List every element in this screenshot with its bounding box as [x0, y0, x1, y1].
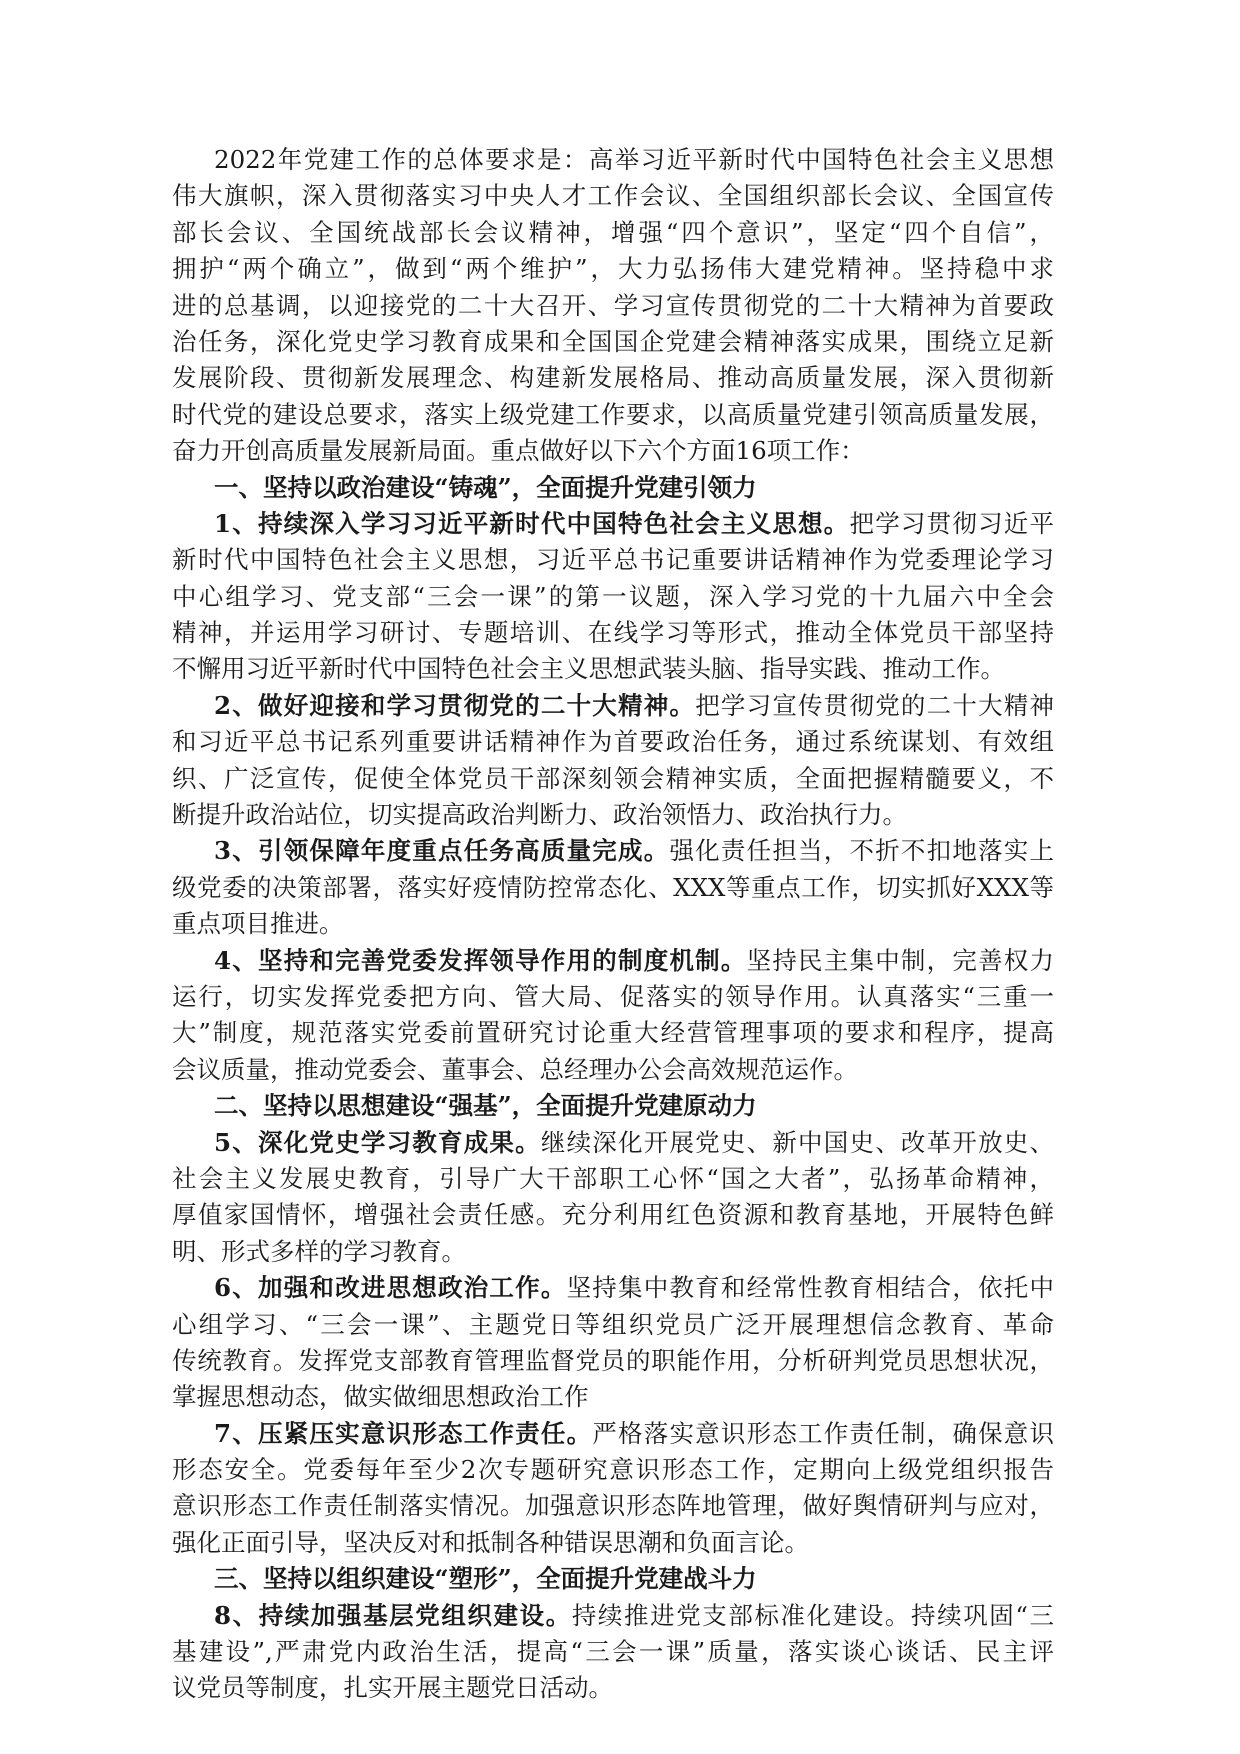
text-line — [172, 1343, 1054, 1379]
text-line — [172, 215, 1054, 251]
line-text: 织、广泛宣传，促使全体党员干部深刻领会精神实质，全面把握精髓要义，不 — [172, 763, 1054, 793]
line-text: 继续深化开展党史、新中国史、改革开放史、 — [540, 1127, 1055, 1157]
line-text: 进的总基调，以迎接党的二十大召开、学习宣传贯彻党的二十大精神为首要政 — [172, 290, 1054, 320]
line-text: 和习近平总书记系列重要讲话精神作为首要政治任务，通过系统谋划、有效组 — [172, 727, 1054, 757]
text-line — [172, 797, 1054, 833]
text-line — [172, 1525, 1054, 1561]
numbered-item-paragraph — [172, 833, 1054, 942]
line-text: 厚值家国情怀，增强社会责任感。充分利用红色资源和教育基地，开展特色鲜 — [172, 1200, 1054, 1230]
line-text: 坚持集中教育和经常性教育相结合，依托中 — [566, 1273, 1055, 1303]
numbered-item-paragraph — [172, 688, 1054, 834]
text-line — [172, 651, 1054, 687]
text-line — [172, 178, 1054, 214]
line-text: 把学习宣传贯彻党的二十大精神 — [695, 690, 1055, 720]
line-text: 意识形态工作责任制落实情况。加强意识形态阵地管理，做好舆情研判与应对， — [172, 1491, 1054, 1521]
line-text: 级党委的决策部署，落实好疫情防控常态化、XXX等重点工作，切实抓好XXX等 — [172, 872, 1054, 902]
item-title: 6、加强和改进思想政治工作。 — [214, 1273, 567, 1303]
text-line — [172, 1307, 1054, 1343]
intro-paragraph — [172, 142, 1054, 470]
line-text: 二、坚持以思想建设“强基”，全面提升党建原动力 — [214, 1091, 757, 1121]
text-line — [172, 1416, 1054, 1452]
line-text: 严格落实意识形态工作责任制，确保意识 — [592, 1418, 1055, 1448]
text-line — [172, 433, 1054, 469]
line-text: 强化责任担当，不折不扣地落实上 — [669, 836, 1055, 866]
text-line — [172, 360, 1054, 396]
line-text: 运行，切实发挥党委把方向、管大局、促落实的领导作用。认真落实“三重一 — [172, 981, 1054, 1011]
text-line — [172, 1234, 1054, 1270]
text-line — [172, 724, 1054, 760]
numbered-item-paragraph — [172, 506, 1054, 688]
text-line — [172, 506, 1054, 542]
line-text: 社会主义发展史教育，引导广大干部职工心怀“国之大者”，弘扬革命精神， — [172, 1163, 1054, 1193]
text-line — [172, 870, 1054, 906]
numbered-item-paragraph — [172, 1125, 1054, 1271]
text-line — [172, 1452, 1054, 1488]
line-text: 拥护“两个确立”，做到“两个维护”，大力弘扬伟大建党精神。坚持稳中求 — [172, 254, 1054, 284]
text-line — [172, 1488, 1054, 1524]
section-heading — [172, 470, 1054, 506]
text-line — [172, 1598, 1054, 1634]
text-line — [172, 1088, 1054, 1124]
text-line — [172, 979, 1054, 1015]
line-text: 基建设”,严肃党内政治生活，提高“三会一课”质量，落实谈心谈话、民主评 — [172, 1637, 1054, 1667]
item-title: 2、做好迎接和学习贯彻党的二十大精神。 — [214, 690, 696, 720]
line-text: 强化正面引导，坚决反对和抵制各种错误思潮和负面言论。 — [172, 1527, 809, 1557]
line-text: 奋力开创高质量发展新局面。重点做好以下六个方面16项工作： — [172, 436, 865, 466]
line-text: 明、形式多样的学习教育。 — [172, 1236, 466, 1266]
text-line — [172, 288, 1054, 324]
line-text: 三、坚持以组织建设“塑形”，全面提升党建战斗力 — [214, 1564, 757, 1594]
text-line — [172, 324, 1054, 360]
numbered-item-paragraph — [172, 1598, 1054, 1707]
line-text: 会议质量，推动党委会、董事会、总经理办公会高效规范运作。 — [172, 1054, 858, 1084]
line-text: 部长会议、全国统战部长会议精神，增强“四个意识”，坚定“四个自信”， — [172, 217, 1054, 247]
text-line — [172, 615, 1054, 651]
line-text: 时代党的建设总要求，落实上级党建工作要求，以高质量党建引领高质量发展， — [172, 399, 1054, 429]
item-title: 5、深化党史学习教育成果。 — [214, 1127, 541, 1157]
text-line — [172, 251, 1054, 287]
line-text: 坚持民主集中制，完善权力 — [746, 945, 1054, 975]
text-line — [172, 142, 1054, 178]
item-title: 7、压紧压实意识形态工作责任。 — [214, 1418, 593, 1448]
text-line — [172, 688, 1054, 724]
line-text: 断提升政治站位，切实提高政治判断力、政治领悟力、政治执行力。 — [172, 800, 907, 830]
text-line — [172, 1270, 1054, 1306]
line-text: 把学习贯彻习近平 — [849, 508, 1055, 538]
section-heading — [172, 1561, 1054, 1597]
text-line — [172, 470, 1054, 506]
text-line — [172, 1125, 1054, 1161]
line-text: 精神，并运用学习研讨、专题培训、在线学习等形式，推动全体党员干部坚持 — [172, 618, 1054, 648]
item-title: 8、持续加强基层党组织建设。 — [214, 1600, 572, 1630]
text-line — [172, 542, 1054, 578]
line-text: 心组学习、“三会一课”、主题党日等组织党员广泛开展理想信念教育、革命 — [172, 1309, 1054, 1339]
text-line — [172, 1634, 1054, 1670]
text-line — [172, 1197, 1054, 1233]
text-line — [172, 1161, 1054, 1197]
section-heading — [172, 1088, 1054, 1124]
line-text: 治任务，深化党史学习教育成果和全国国企党建会精神落实成果，围绕立足新 — [172, 326, 1054, 356]
item-title: 1、持续深入学习习近平新时代中国特色社会主义思想。 — [214, 508, 850, 538]
line-text: 不懈用习近平新时代中国特色社会主义思想武装头脑、指导实践、推动工作。 — [172, 654, 1005, 684]
line-text: 传统教育。发挥党支部教育管理监督党员的职能作用，分析研判党员思想状况， — [172, 1345, 1054, 1375]
line-text: 2022年党建工作的总体要求是：高举习近平新时代中国特色社会主义思想 — [214, 145, 1054, 174]
line-text: 一、坚持以政治建设“铸魂”，全面提升党建引领力 — [214, 472, 757, 502]
line-text: 重点项目推进。 — [172, 909, 344, 939]
numbered-item-paragraph — [172, 1270, 1054, 1416]
line-text: 形态安全。党委每年至少2次专题研究意识形态工作，定期向上级党组织报告 — [172, 1455, 1054, 1485]
item-title: 4、坚持和完善党委发挥领导作用的制度机制。 — [214, 945, 747, 975]
line-text: 发展阶段、贯彻新发展理念、构建新发展格局、推动高质量发展，深入贯彻新 — [172, 363, 1054, 393]
text-line — [172, 906, 1054, 942]
line-text: 大”制度，规范落实党委前置研究讨论重大经营管理事项的要求和程序，提高 — [172, 1018, 1054, 1048]
document-body — [172, 142, 1054, 1707]
item-title: 3、引领保障年度重点任务高质量完成。 — [214, 836, 670, 866]
text-line — [172, 761, 1054, 797]
line-text: 掌握思想动态，做实做细思想政治工作 — [172, 1382, 589, 1412]
line-text: 持续推进党支部标准化建设。持续巩固“三 — [571, 1600, 1054, 1630]
line-text: 新时代中国特色社会主义思想，习近平总书记重要讲话精神作为党委理论学习 — [172, 545, 1054, 575]
line-text: 伟大旗帜，深入贯彻落实习中央人才工作会议、全国组织部长会议、全国宣传 — [172, 181, 1054, 211]
text-line — [172, 1670, 1054, 1706]
text-line — [172, 1379, 1054, 1415]
text-line — [172, 1561, 1054, 1597]
text-line — [172, 1015, 1054, 1051]
text-line — [172, 943, 1054, 979]
text-line — [172, 833, 1054, 869]
text-line — [172, 579, 1054, 615]
numbered-item-paragraph — [172, 943, 1054, 1089]
numbered-item-paragraph — [172, 1416, 1054, 1562]
line-text: 议党员等制度，扎实开展主题党日活动。 — [172, 1673, 613, 1703]
text-line — [172, 397, 1054, 433]
text-line — [172, 1052, 1054, 1088]
line-text: 中心组学习、党支部“三会一课”的第一议题，深入学习党的十九届六中全会 — [172, 581, 1054, 611]
